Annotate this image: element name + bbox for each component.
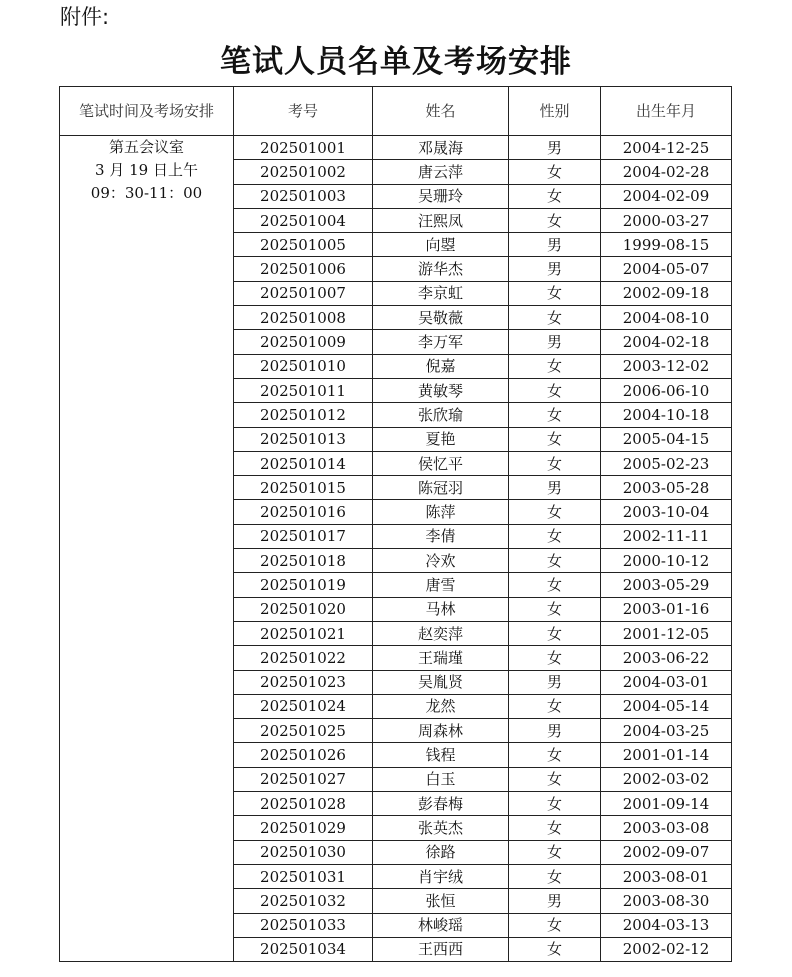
exam-number-cell: 202501020 [234,597,373,621]
birth-date-cell: 2005-02-23 [601,451,732,475]
gender-cell: 女 [509,524,601,548]
name-cell: 张欣瑜 [373,403,509,427]
birth-date-cell: 2006-06-10 [601,378,732,402]
exam-number-cell: 202501008 [234,306,373,330]
column-header-session: 笔试时间及考场安排 [60,87,234,136]
name-cell: 周森林 [373,719,509,743]
exam-number-cell: 202501006 [234,257,373,281]
name-cell: 王瑞瑾 [373,646,509,670]
gender-cell: 女 [509,573,601,597]
name-cell: 白玉 [373,767,509,791]
birth-date-cell: 2003-05-28 [601,476,732,500]
gender-cell: 女 [509,500,601,524]
exam-number-cell: 202501011 [234,378,373,402]
birth-date-cell: 2004-05-14 [601,694,732,718]
exam-number-cell: 202501002 [234,160,373,184]
name-cell: 吴珊玲 [373,184,509,208]
exam-number-cell: 202501019 [234,573,373,597]
exam-number-cell: 202501018 [234,549,373,573]
name-cell: 黄敏琴 [373,378,509,402]
birth-date-cell: 2004-02-09 [601,184,732,208]
gender-cell: 女 [509,549,601,573]
candidate-table [59,86,732,962]
birth-date-cell: 2004-12-25 [601,136,732,160]
name-cell: 钱程 [373,743,509,767]
name-cell: 林峻瑶 [373,913,509,937]
name-cell: 龙然 [373,694,509,718]
exam-number-cell: 202501027 [234,767,373,791]
birth-date-cell: 2002-03-02 [601,767,732,791]
exam-number-cell: 202501001 [234,136,373,160]
birth-date-cell: 2003-05-29 [601,573,732,597]
exam-number-cell: 202501007 [234,281,373,305]
name-cell: 唐云萍 [373,160,509,184]
name-cell: 李倩 [373,524,509,548]
exam-number-cell: 202501005 [234,233,373,257]
name-cell: 吴胤贤 [373,670,509,694]
name-cell: 陈萍 [373,500,509,524]
birth-date-cell: 2003-03-08 [601,816,732,840]
name-cell: 陈冠羽 [373,476,509,500]
gender-cell: 女 [509,403,601,427]
exam-number-cell: 202501025 [234,719,373,743]
gender-cell: 女 [509,816,601,840]
birth-date-cell: 2002-02-12 [601,937,732,961]
session-time: 09：30-11：00 [90,184,203,202]
name-cell: 彭春梅 [373,792,509,816]
exam-number-cell: 202501022 [234,646,373,670]
birth-date-cell: 2001-01-14 [601,743,732,767]
exam-number-cell: 202501031 [234,864,373,888]
gender-cell: 男 [509,889,601,913]
name-cell: 王西西 [373,937,509,961]
gender-cell: 女 [509,767,601,791]
gender-cell: 女 [509,597,601,621]
session-room: 第五会议室 [108,138,184,156]
exam-number-cell: 202501003 [234,184,373,208]
gender-cell: 女 [509,160,601,184]
attachment-label: 附件: [60,5,110,29]
exam-number-cell: 202501023 [234,670,373,694]
exam-number-cell: 202501015 [234,476,373,500]
name-cell: 张英杰 [373,816,509,840]
birth-date-cell: 2003-08-01 [601,864,732,888]
birth-date-cell: 1999-08-15 [601,233,732,257]
birth-date-cell: 2003-01-16 [601,597,732,621]
gender-cell: 女 [509,864,601,888]
birth-date-cell: 2002-09-07 [601,840,732,864]
gender-cell: 女 [509,378,601,402]
birth-date-cell: 2000-10-12 [601,549,732,573]
page-title: 笔试人员名单及考场安排 [220,44,572,80]
birth-date-cell: 2003-10-04 [601,500,732,524]
name-cell: 马林 [373,597,509,621]
column-header-name: 姓名 [373,87,509,136]
gender-cell: 女 [509,208,601,232]
birth-date-cell: 2001-09-14 [601,792,732,816]
exam-number-cell: 202501012 [234,403,373,427]
birth-date-cell: 2004-03-25 [601,719,732,743]
name-cell: 李万军 [373,330,509,354]
birth-date-cell: 2001-12-05 [601,621,732,645]
gender-cell: 女 [509,694,601,718]
gender-cell: 女 [509,354,601,378]
gender-cell: 女 [509,281,601,305]
gender-cell: 男 [509,476,601,500]
table-header-row [60,87,732,136]
column-header-birth-date: 出生年月 [601,87,732,136]
name-cell: 李京虹 [373,281,509,305]
table-body [60,136,732,962]
exam-number-cell: 202501013 [234,427,373,451]
column-header-exam-number: 考号 [234,87,373,136]
exam-number-cell: 202501032 [234,889,373,913]
gender-cell: 女 [509,646,601,670]
exam-number-cell: 202501034 [234,937,373,961]
exam-number-cell: 202501004 [234,208,373,232]
exam-number-cell: 202501030 [234,840,373,864]
name-cell: 向曌 [373,233,509,257]
name-cell: 游华杰 [373,257,509,281]
session-cell [60,136,234,962]
gender-cell: 女 [509,621,601,645]
birth-date-cell: 2003-12-02 [601,354,732,378]
gender-cell: 女 [509,306,601,330]
gender-cell: 男 [509,670,601,694]
name-cell: 赵奕萍 [373,621,509,645]
exam-number-cell: 202501029 [234,816,373,840]
gender-cell: 女 [509,913,601,937]
name-cell: 倪嘉 [373,354,509,378]
gender-cell: 男 [509,719,601,743]
gender-cell: 女 [509,427,601,451]
exam-number-cell: 202501009 [234,330,373,354]
birth-date-cell: 2000-03-27 [601,208,732,232]
session-date: 3 月 19 日上午 [95,161,198,179]
gender-cell: 女 [509,792,601,816]
gender-cell: 女 [509,937,601,961]
birth-date-cell: 2004-08-10 [601,306,732,330]
gender-cell: 女 [509,184,601,208]
exam-number-cell: 202501010 [234,354,373,378]
gender-cell: 男 [509,330,601,354]
exam-number-cell: 202501021 [234,621,373,645]
gender-cell: 男 [509,136,601,160]
birth-date-cell: 2004-10-18 [601,403,732,427]
column-header-gender: 性别 [509,87,601,136]
exam-number-cell: 202501033 [234,913,373,937]
exam-number-cell: 202501014 [234,451,373,475]
birth-date-cell: 2002-09-18 [601,281,732,305]
table-row [60,136,732,160]
gender-cell: 女 [509,743,601,767]
birth-date-cell: 2005-04-15 [601,427,732,451]
gender-cell: 女 [509,451,601,475]
name-cell: 汪熙凤 [373,208,509,232]
gender-cell: 男 [509,257,601,281]
exam-number-cell: 202501016 [234,500,373,524]
name-cell: 侯忆平 [373,451,509,475]
birth-date-cell: 2004-02-28 [601,160,732,184]
birth-date-cell: 2003-06-22 [601,646,732,670]
gender-cell: 女 [509,840,601,864]
birth-date-cell: 2004-03-01 [601,670,732,694]
exam-number-cell: 202501026 [234,743,373,767]
name-cell: 张恒 [373,889,509,913]
name-cell: 夏艳 [373,427,509,451]
birth-date-cell: 2004-03-13 [601,913,732,937]
birth-date-cell: 2003-08-30 [601,889,732,913]
name-cell: 肖宇绒 [373,864,509,888]
birth-date-cell: 2004-05-07 [601,257,732,281]
name-cell: 吴敬薇 [373,306,509,330]
name-cell: 冷欢 [373,549,509,573]
exam-number-cell: 202501017 [234,524,373,548]
name-cell: 唐雪 [373,573,509,597]
name-cell: 徐路 [373,840,509,864]
birth-date-cell: 2004-02-18 [601,330,732,354]
name-cell: 邓晟海 [373,136,509,160]
birth-date-cell: 2002-11-11 [601,524,732,548]
exam-number-cell: 202501024 [234,694,373,718]
exam-number-cell: 202501028 [234,792,373,816]
gender-cell: 男 [509,233,601,257]
